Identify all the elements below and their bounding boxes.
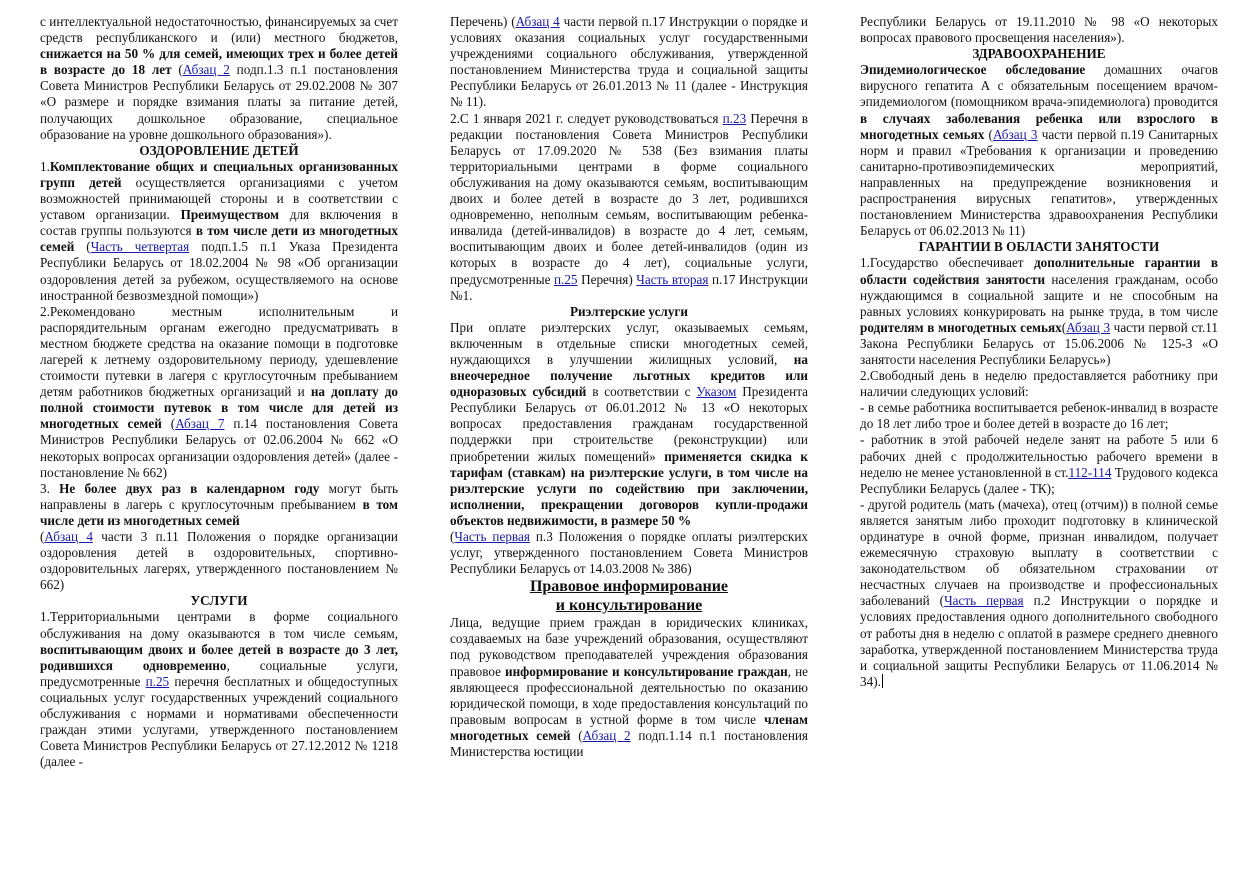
text: подп.1.14 п.1 постановления Министерства юстиции — [450, 727, 809, 760]
reference-link[interactable]: Часть вторая — [636, 271, 709, 287]
text: - работник в этой рабочей неделе занят на работе 5 или 6 рабочих дней с продолжительностью рабочего времени в неделю не менее установленной в ст. — [860, 432, 1218, 480]
text: могут быть направлены в лагерь с круглосуточным пребыванием — [40, 480, 398, 512]
section-heading — [450, 577, 808, 596]
text: домашних очагов вирусного гепатита А с обязательным посещением врачом-эпидемиологом (помощником врача-эпидемиолога) проводится — [860, 62, 1218, 110]
bold-text: воспитывающим двоих и более детей в возрасте до 3 лет, родившихся одновременно — [40, 641, 398, 673]
section-heading: Риэлтерские услуги — [570, 303, 688, 319]
bold-text: информирование и консультирование граждан — [504, 663, 788, 679]
text: ( — [984, 126, 993, 142]
text: части первой ст.11 Закона Республики Беларусь от 15.06.2006 № 125-З «О занятости населения Республики Беларусь») — [860, 319, 1218, 367]
heading-line: и консультирование — [555, 597, 703, 615]
text: Перечня в редакции постановления Совета Министров Республики Беларусь от 17.09.2020 № 538 (Без взимания платы территориальными центрами в форме социального обслуживания на дому оказываются семьям, воспитывающим двоих и более детей в возрасте до 3 лет, родившихся одновременно, неполным семьям, воспитывающим ребенка-инвалида (детей-инвалидов) в возрасте до 4 лет, семьям, воспитывающим двоих и более детей-инвалидов (один из которых в возрасте до 4 лет), социальные услуги, предусмотренные — [450, 110, 808, 287]
reference-link[interactable]: п.25 — [553, 271, 578, 287]
bold-text: на внеочередное получение льготных кредитов или одноразовых субсидий — [450, 351, 808, 400]
text: 1. — [40, 158, 50, 174]
text: подп.1.3 п.1 постановления Совета Министров Республики Беларусь от 29.02.2008 № 307 «О размере и порядке взимания платы за питание детей, получающих дошкольное образование, специальное образование на уровне дошкольного образования»). — [40, 62, 398, 142]
paragraph — [860, 14, 1218, 46]
text: п.14 постановления Совета Министров Республики Беларусь от 02.06.2004 № 662 «О некоторых вопросах организации оздоровления детей» (далее - постановление № 662) — [40, 416, 398, 480]
reference-link[interactable]: Абзац 2 — [182, 62, 230, 78]
paragraph — [40, 609, 398, 770]
text: подп.1.5 п.1 Указа Президента Республики Беларусь от 18.02.2004 № 98 «Об организации оздоровления детей за рубежом, осуществляемого на основе иностранной безвозмездной помощи») — [40, 239, 398, 303]
reference-link[interactable]: п.25 — [145, 673, 170, 689]
reference-link[interactable]: Часть четвертая — [90, 239, 190, 255]
bold-text: в том числе дети из многодетных семей — [40, 496, 398, 528]
bold-text: Преимуществом — [180, 207, 280, 223]
text: 2.С 1 января 2021 г. следует руководствоваться — [450, 110, 723, 126]
reference-link[interactable]: Часть первая — [944, 593, 1024, 609]
text: Республики Беларусь от 19.11.2010 № 98 «О некоторых вопросах правового просвещения населения»). — [860, 14, 1218, 46]
reference-link[interactable]: Часть первая — [454, 529, 530, 544]
text: ( — [570, 727, 583, 743]
text: Президента Республики Беларусь от 06.01.2012 № 13 «О некоторых вопросах предоставления гражданам государственной поддержки при строительстве (реконструкции) или приобретении жилых помещений» — [450, 384, 809, 464]
text: - в семье работника воспитывается ребенок-инвалид в возрасте до 18 лет либо трое и более детей в возрасте до 16 лет; — [860, 400, 1218, 432]
text: п.3 Положения о порядке оплаты риэлтерских услуг, утвержденного постановлением Совета Министров Республики Беларусь от 14.03.2008 № 386) — [450, 529, 808, 577]
reference-link[interactable]: 112-114 — [1068, 464, 1112, 480]
reference-link[interactable]: Абзац 3 — [1066, 319, 1111, 335]
reference-link[interactable]: Абзац 3 — [992, 126, 1038, 142]
section-heading: ЗДРАВООХРАНЕНИЕ — [972, 46, 1106, 62]
text: части первой п.19 Санитарных норм и правил «Требования к организации и проведению санитарно-противоэпидемических мероприятий, направленных на предупреждение возникновения и распространения вирусных гепатитов», утвержденных постановлением Министерства здравоохранения Республики Беларусь от 06.02.2013 № 11) — [860, 126, 1219, 239]
list-item — [860, 497, 1218, 690]
bold-text: Комплектование общих и специальных организованных групп детей — [40, 158, 398, 190]
text: , социальные услуги, предусмотренные — [40, 657, 398, 689]
text: ( — [1061, 319, 1067, 335]
text: п.17 Инструкции №1. — [450, 271, 808, 303]
text: 1.Территориальными центрами в форме социального обслуживания на дому оказываются в том числе семьям, — [40, 609, 398, 641]
text: Перечень) ( — [450, 14, 516, 29]
bold-text: на доплату до полной стоимости путевок в том числе для детей из многодетных семей — [40, 384, 398, 432]
bold-text: применяется скидка к тарифам (ставкам) на риэлтерские услуги, в том числе на риэлтерские услуги по содействию при заключении, исполнении, прекращении договоров купли-продажи объектов недвижимости, в размере 50 % — [450, 448, 808, 528]
bold-text: в случаях заболевания ребенка или взрослого в многодетных семьях — [860, 110, 1218, 142]
text-cursor — [882, 674, 883, 688]
text: для включения в состав группы пользуются — [40, 207, 398, 239]
list-item — [860, 432, 1218, 496]
text: Перечня) — [577, 271, 637, 287]
text: ( — [74, 239, 91, 255]
section-heading — [450, 596, 808, 615]
text: ( — [40, 529, 45, 544]
paragraph — [450, 14, 808, 111]
column-1 — [40, 14, 398, 770]
text: 2.Рекомендовано местным исполнительным и распорядительным органам ежегодно предусматривать в местном бюджете средства на оказание помощи в подготовке лагерей к летнему оздоровительному периоду, удешевление стоимости путевки в лагеря с круглосуточным пребыванием детям работников бюджетных организаций и — [40, 303, 398, 400]
column-3 — [860, 14, 1218, 690]
section-heading: ОЗДОРОВЛЕНИЕ ДЕТЕЙ — [139, 142, 299, 158]
paragraph — [40, 481, 398, 529]
bold-text: членам многодетных семей — [450, 711, 808, 743]
text: - другой родитель (мать (мачеха), отец (отчим)) в полной семье является занятым либо проходит подготовку в клинической ординатуре в очной форме, признан инвалидом, получает ежемесячную страховую выплату в соответствии с законодательством об обязательном страховании от несчастных случаев на производстве и профессиональных заболеваний ( — [860, 496, 1218, 609]
text: в соответствии с — [586, 384, 697, 400]
paragraph — [450, 111, 808, 304]
paragraph — [40, 159, 398, 304]
column-2 — [450, 14, 808, 760]
bold-text: Не более двух раз в календарном году — [59, 480, 320, 496]
text: , не являющееся профессиональной деятельностью по оказанию юридической помощи, в ходе предоставления консультаций по правовым вопросам в устной форме в том числе — [450, 663, 808, 727]
bold-text: снижается на 50 % для семей, имеющих трех и более детей в возрасте до 18 лет — [40, 46, 398, 78]
paragraph — [450, 529, 808, 577]
text: 1.Государство обеспечивает — [860, 255, 1034, 271]
bold-text: Эпидемиологическое обследование — [860, 62, 1086, 78]
text: ( — [450, 529, 455, 544]
reference-link[interactable]: Абзац 2 — [582, 727, 631, 743]
text: части первой п.17 Инструкции о порядке и условиях оказания социальных услуг государственными учреждениями социального обслуживания, утвержденной постановлением Министерства труда и социальной защиты Республики Беларусь от 26.01.2013 № 11 (далее - Инструкция № 11). — [450, 14, 808, 110]
reference-link[interactable]: Абзац 4 — [515, 14, 560, 29]
bold-text: дополнительные гарантии в области содействия занятости — [860, 255, 1219, 287]
paragraph — [450, 615, 808, 760]
text: Лица, ведущие прием граждан в юридических клиниках, создаваемых на базе учреждений образования, осуществляют под руководством преподавателей учреждения образования правовое — [450, 615, 808, 679]
paragraph — [860, 368, 1218, 400]
text: Трудового кодекса Республики Беларусь (далее - ТК); — [860, 464, 1218, 496]
paragraph — [40, 14, 398, 143]
section-heading: УСЛУГИ — [190, 593, 248, 609]
text: ( — [161, 416, 176, 432]
text: 2.Свободный день в неделю предоставляется работнику при наличии следующих условий: — [860, 368, 1218, 400]
paragraph — [40, 304, 398, 481]
text: 3. — [40, 480, 60, 496]
bold-text: родителям в многодетных семьях — [860, 319, 1062, 335]
text: ( — [171, 62, 183, 78]
reference-link[interactable]: п.23 — [722, 110, 747, 126]
text: При оплате риэлтерских услуг, оказываемых семьям, включенным в отдельные списки многодетных семей, нуждающихся в улучшении жилищных условий, — [450, 319, 808, 367]
reference-link[interactable]: Указом — [696, 384, 737, 400]
paragraph — [860, 62, 1218, 239]
text: части 3 п.11 Положения о порядке организации оздоровления детей в оздоровительных, спортивно-оздоровительных лагерях, утвержденного постановлением № 662) — [40, 529, 398, 593]
text: населения гражданам, особо нуждающимся в социальной защите и не способным на равных условиях конкурировать на рынке труда, в том числе — [860, 271, 1218, 319]
heading-line: Правовое информирование — [529, 578, 729, 596]
paragraph — [40, 529, 398, 593]
text: перечня бесплатных и общедоступных социальных услуг государственных учреждений социального обслуживания с нормами и нормативами обеспеченности граждан этими услугами, утвержденного постановлением Совета Министров Республики Беларусь от 27.12.2012 № 1218 (далее - — [40, 673, 398, 770]
text: п.2 Инструкции о порядке и условиях предоставления одного дополнительного свободного от работы дня в неделю с оплатой в размере среднего дневного заработка, утвержденной постановлением Министерства труда и социальной защиты Республики Беларусь от 11.06.2014 № 34). — [860, 593, 1218, 689]
paragraph — [860, 255, 1218, 368]
text: осуществляется организациями с учетом возможностей принимающей стороны и в соответствии с уставом организации. — [40, 174, 398, 223]
reference-link[interactable]: Абзац 7 — [175, 416, 225, 432]
bold-text: в том числе дети из многодетных семей — [40, 223, 398, 255]
text: с интеллектуальной недостаточностью, финансируемых за счет средств республиканского и (или) местного бюджетов, — [40, 14, 398, 46]
paragraph — [450, 320, 808, 529]
list-item — [860, 400, 1218, 432]
reference-link[interactable]: Абзац 4 — [44, 529, 93, 544]
section-heading: ГАРАНТИИ В ОБЛАСТИ ЗАНЯТОСТИ — [918, 239, 1160, 255]
